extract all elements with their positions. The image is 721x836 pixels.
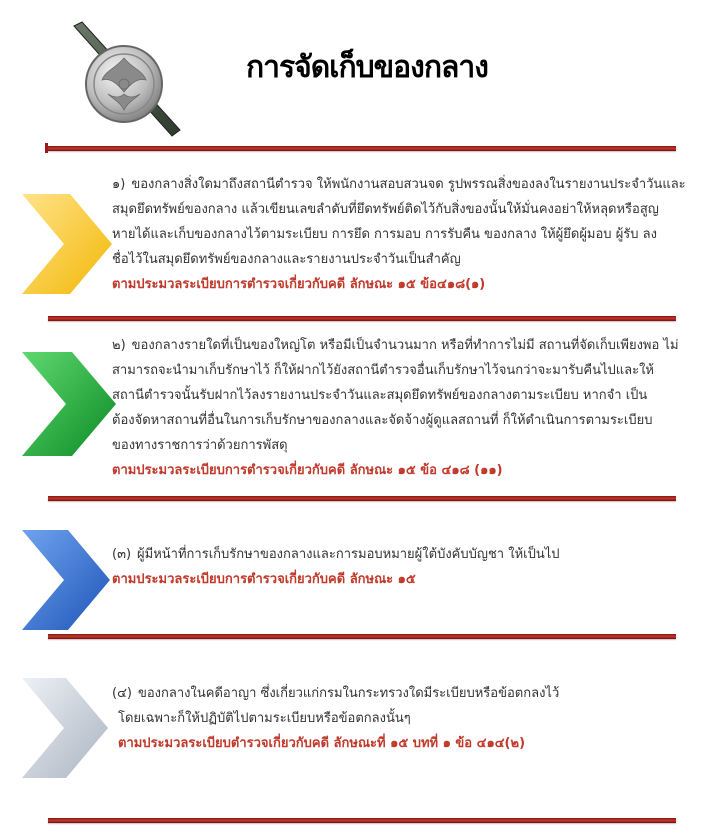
silver-chevron-icon (18, 676, 110, 780)
divider-rule (48, 316, 676, 321)
section-4-number: (๔) (112, 686, 132, 701)
section-1 (112, 172, 692, 297)
section-4 (112, 681, 692, 756)
section-2-number: ๒) (112, 338, 126, 353)
section-1-line-1: ๑) ของกลางสิ่งใดมาถึงสถานีตำรวจ ให้พนักงานสอบสวนจด รูปพรรณสิ่งของลงในรายงานประจำวันและ (112, 177, 686, 192)
section-3-line-1: (๓) ผู้มีหน้าที่การเก็บรักษาของกลางและการมอบหมายผู้ใต้บังคับบัญชา ให้เป็นไป (112, 547, 560, 562)
section-4-line-2: โดยเฉพาะก็ให้ปฏิบัติไปตามระเบียบหรือข้อตกลงนั้นๆ (118, 711, 411, 726)
section-1-number: ๑) (112, 177, 126, 192)
section-3 (112, 542, 692, 592)
divider-rule (48, 634, 676, 639)
section-2-line-4: ต้องจัดหาสถานที่อื่นในการเก็บรักษาของกลางและจัดจ้างผู้ดูแลสถานที่ ก็ให้ดำเนินการตามระเบียบ (112, 413, 653, 428)
divider-rule (48, 146, 676, 151)
section-1-line-2: สมุดยึดทรัพย์ของกลาง แล้วเขียนเลขลำดับที่ยึดทรัพย์ติดไว้กับสิ่งของนั้นให้มั่นคงอย่าให้หลุดหรือสูญ (112, 202, 659, 217)
green-chevron-icon (18, 350, 118, 458)
section-4-reference: ตามประมวลระเบียบตำรวจเกี่ยวกับคดี ลักษณะที่ ๑๕ บทที่ ๑ ข้อ ๔๑๔(๒) (118, 736, 526, 751)
section-2-line-3: สถานีตำรวจนั้นรับฝากไว้ลงรายงานประจำวันและสมุดยึดทรัพย์ของกลางตามระเบียบ หากจำ เป็น (112, 388, 648, 403)
section-1-line-4: ชื่อไว้ในสมุดยึดทรัพย์ของกลางและรายงานประจำวันเป็นสำคัญ (112, 252, 461, 267)
yellow-chevron-icon (18, 192, 114, 296)
section-2 (112, 333, 692, 483)
section-3-number: (๓) (112, 547, 132, 562)
section-2-line-2: สามารถจะนำมาเก็บรักษาไว้ ก็ให้ฝากไว้ยังสถานีตำรวจอื่นเก็บรักษาไว้จนกว่าจะมารับคืนไปและให้ (112, 363, 655, 378)
section-1-reference: ตามประมวลระเบียบการตำรวจเกี่ยวกับคดี ลักษณะ ๑๕ ข้อ๔๑๘(๑) (112, 277, 486, 292)
section-2-line-5: ของทางราชการว่าด้วยการพัสดุ (112, 438, 288, 453)
section-2-line-1: ๒) ของกลางรายใดที่เป็นของใหญ่โต หรือมีเป็นจำนวนมาก หรือที่ทำการไม่มี สถานที่จัดเก็บเพียงพอ ไม่ (112, 338, 679, 353)
police-emblem-logo (62, 18, 192, 138)
section-4-line-1: (๔) ของกลางในคดีอาญา ซึ่งเกี่ยวแก่กรมในกระทรวงใดมีระเบียบหรือข้อตกลงไว้ (112, 686, 560, 701)
page-title: การจัดเก็บของกลาง (246, 50, 488, 85)
divider-rule (48, 818, 676, 823)
section-2-reference: ตามประมวลระเบียบการตำรวจเกี่ยวกับคดี ลักษณะ ๑๕ ข้อ ๔๑๘ (๑๑) (112, 463, 503, 478)
section-1-line-3: หายได้และเก็บของกลางไว้ตามระเบียบ การยึด การมอบ การรับคืน ของกลาง ให้ผู้ยึดผู้มอบ ผู้รับ ลง (112, 227, 657, 242)
blue-chevron-icon (18, 528, 112, 632)
divider-rule (48, 496, 676, 501)
section-3-reference: ตามประมวลระเบียบการตำรวจเกี่ยวกับคดี ลักษณะ ๑๕ (112, 572, 416, 587)
